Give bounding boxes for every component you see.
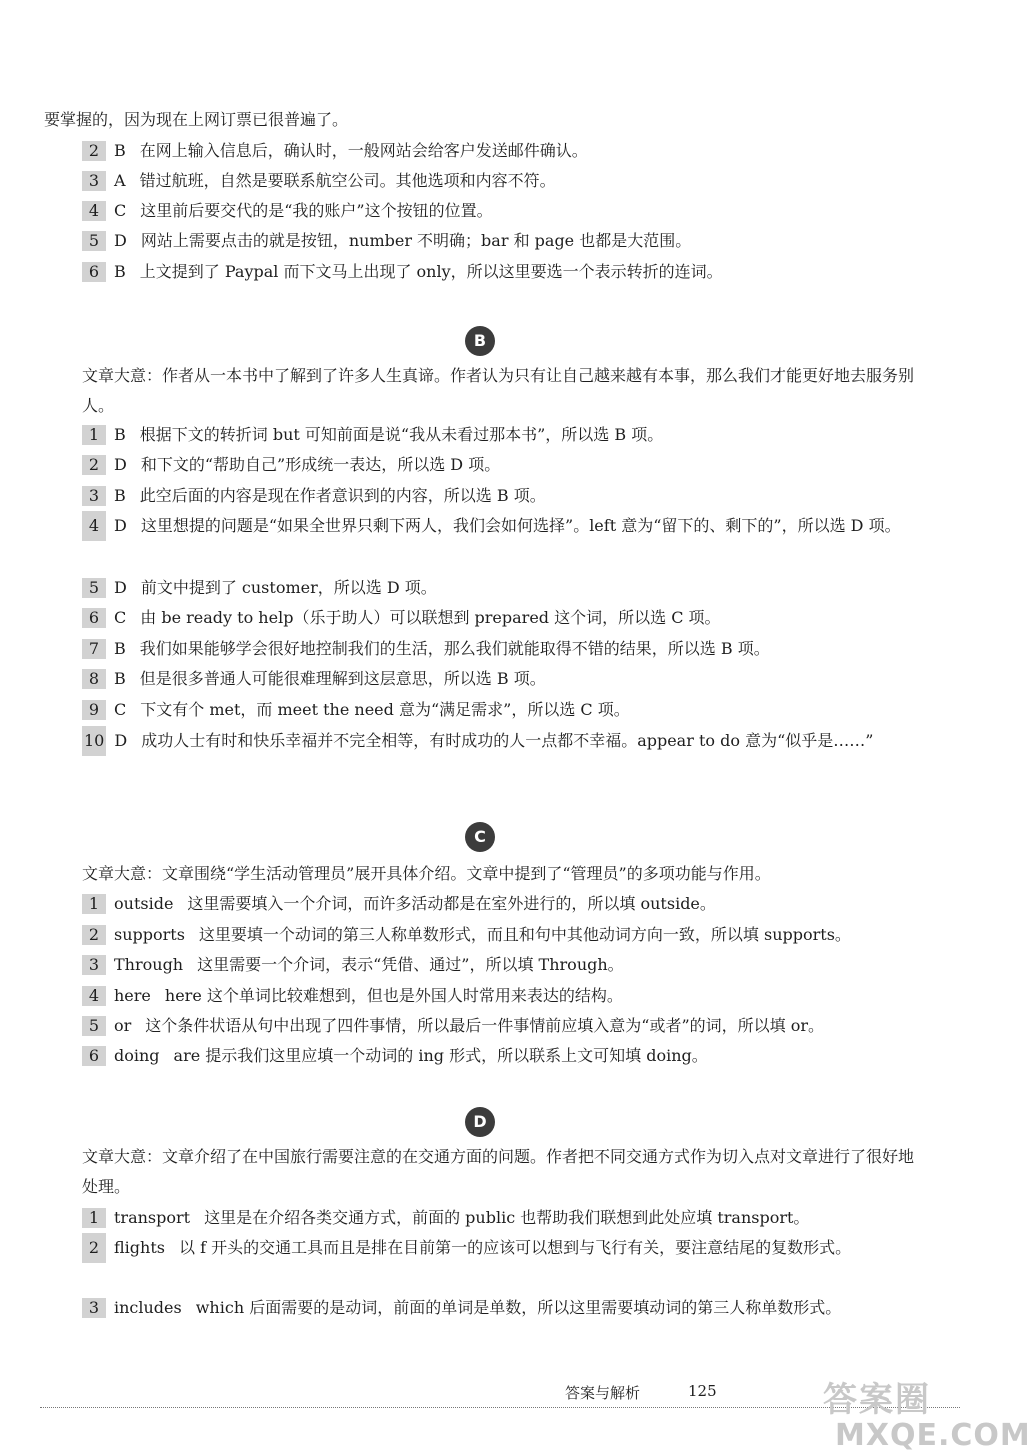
list-item [82, 231, 962, 251]
item-number: 4 [82, 511, 106, 541]
item-explanation: 这里是在介绍各类交通方式，前面的 public 也帮助我们联想到此处应填 transport。 [204, 1208, 810, 1227]
item-explanation: 这里需要一个介词，表示“凭借、通过”，所以填 Through。 [197, 955, 624, 974]
list-item [82, 669, 962, 689]
item-answer: here [114, 986, 151, 1005]
item-number: 1 [82, 894, 106, 914]
item-explanation: 这里前后要交代的是“我的账户”这个按钮的位置。 [140, 201, 493, 220]
item-answer: B [114, 639, 126, 658]
item-explanation: 此空后面的内容是现在作者意识到的内容，所以选 B 项。 [139, 486, 546, 505]
item-answer: B [114, 669, 126, 688]
item-explanation: 这个条件状语从句中出现了四件事情，所以最后一件事情前应填入意为“或者”的词，所以填 or。 [145, 1016, 825, 1035]
item-number: 3 [82, 1298, 106, 1318]
item-explanation: 下文有个 met，而 meet the need 意为“满足需求”，所以选 C 项。 [140, 700, 630, 719]
list-item [82, 1298, 962, 1318]
item-answer: or [114, 1016, 132, 1035]
item-explanation: 错过航班，自然是要联系航空公司。其他选项和内容不符。 [139, 171, 556, 190]
item-explanation: 成功人士有时和快乐幸福并不完全相等，有时成功的人一点都不幸福。appear to do 意为“似乎是……” [141, 731, 874, 750]
item-number: 4 [82, 201, 106, 221]
item-answer: includes [114, 1298, 182, 1317]
item-answer: flights [114, 1238, 165, 1257]
item-number: 3 [82, 955, 106, 975]
item-explanation: 上文提到了 Paypal 而下文马上出现了 only，所以这里要选一个表示转折的连词。 [139, 262, 723, 281]
list-item [82, 726, 917, 756]
item-answer: doing [114, 1046, 160, 1065]
item-answer: outside [114, 894, 174, 913]
item-number: 2 [82, 455, 106, 475]
list-item [82, 171, 962, 191]
section-badge-b: B [465, 326, 495, 356]
item-answer: B [114, 262, 126, 281]
footer-label: 答案与解析 [565, 1384, 641, 1402]
list-item [82, 1046, 962, 1066]
item-number: 9 [82, 700, 106, 720]
item-explanation: 这里需要填入一个介词，而许多活动都是在室外进行的，所以填 outside。 [187, 894, 716, 913]
item-answer: D [114, 578, 127, 597]
watermark-site: MXQE.COM [835, 1418, 1031, 1453]
item-number: 1 [82, 425, 106, 445]
item-number: 5 [82, 578, 106, 598]
item-number: 3 [82, 171, 106, 191]
item-answer: supports [114, 925, 185, 944]
list-item [82, 511, 917, 541]
item-explanation: 这里想提的问题是“如果全世界只剩下两人，我们会如何选择”。left 意为“留下的、剩下的”，所以选 D 项。 [140, 516, 901, 535]
watermark-logo: 答案圈 [823, 1380, 931, 1420]
item-explanation: which 后面需要的是动词，前面的单词是单数，所以这里需要填动词的第三人称单数形式。 [195, 1298, 842, 1317]
list-item [82, 486, 962, 506]
item-answer: D [114, 231, 127, 250]
section-badge-d: D [465, 1107, 495, 1137]
list-item [82, 455, 962, 475]
item-number: 2 [82, 141, 106, 161]
item-explanation: 根据下文的转折词 but 可知前面是说“我从未看过那本书”，所以选 B 项。 [139, 425, 664, 444]
item-explanation: 在网上输入信息后，确认时，一般网站会给客户发送邮件确认。 [139, 141, 588, 160]
section-summary: 文章大意：作者从一本书中了解到了许多人生真谛。作者认为只有让自己越来越有本事，那么我们才能更好地去服务别人。 [82, 366, 915, 415]
section-summary: 文章大意：文章围绕“学生活动管理员”展开具体介绍。文章中提到了“管理员”的多项功能与作用。 [82, 864, 771, 883]
list-item [82, 700, 962, 720]
item-answer: Through [114, 955, 184, 974]
intro-line: 要掌握的，因为现在上网订票已很普遍了。 [44, 110, 349, 129]
item-explanation: 这里要填一个动词的第三人称单数形式，而且和句中其他动词方向一致，所以填 supports。 [198, 925, 851, 944]
item-number: 5 [82, 231, 106, 251]
item-number: 6 [82, 608, 106, 628]
item-answer: A [114, 171, 126, 190]
item-number: 3 [82, 486, 106, 506]
list-item [82, 141, 962, 161]
item-explanation: 以 f 开头的交通工具而且是排在目前第一的应该可以想到与飞行有关，要注意结尾的复数形式。 [178, 1238, 852, 1257]
item-answer: D [114, 455, 127, 474]
item-explanation: 网站上需要点击的就是按钮，number 不明确；bar 和 page 也都是大范围。 [140, 231, 692, 250]
item-explanation: 由 be ready to help（乐于助人）可以联想到 prepared 这个词，所以选 C 项。 [140, 608, 721, 627]
list-item [82, 1016, 962, 1036]
item-number: 10 [82, 726, 106, 756]
item-number: 4 [82, 986, 106, 1006]
item-explanation: 我们如果能够学会很好地控制我们的生活，那么我们就能取得不错的结果，所以选 B 项。 [139, 639, 770, 658]
item-answer: B [114, 486, 126, 505]
list-item [82, 201, 962, 221]
section-badge-c: C [465, 822, 495, 852]
page-number: 125 [688, 1382, 717, 1400]
list-item [82, 986, 962, 1006]
item-answer: C [114, 201, 127, 220]
item-number: 1 [82, 1208, 106, 1228]
item-answer: D [114, 731, 128, 750]
item-number: 7 [82, 639, 106, 659]
list-item [82, 639, 962, 659]
item-answer: B [114, 141, 126, 160]
item-explanation: 和下文的“帮助自己”形成统一表达，所以选 D 项。 [140, 455, 501, 474]
item-answer: transport [114, 1208, 191, 1227]
item-number: 5 [82, 1016, 106, 1036]
item-explanation: 前文中提到了 customer，所以选 D 项。 [140, 578, 437, 597]
item-explanation: here 这个单词比较难想到，但也是外国人时常用来表达的结构。 [164, 986, 623, 1005]
item-number: 2 [82, 925, 106, 945]
section-summary: 文章大意：文章介绍了在中国旅行需要注意的在交通方面的问题。作者把不同交通方式作为切入点对文章进行了很好地处理。 [82, 1147, 915, 1196]
list-item [82, 925, 962, 945]
item-explanation: are 提示我们这里应填一个动词的 ing 形式，所以联系上文可知填 doing。 [173, 1046, 708, 1065]
item-number: 8 [82, 669, 106, 689]
item-answer: C [114, 608, 127, 627]
item-number: 2 [82, 1233, 106, 1263]
list-item [82, 262, 962, 282]
list-item [82, 425, 962, 445]
list-item [82, 608, 962, 628]
list-item [82, 1208, 962, 1228]
footer-divider [40, 1407, 960, 1408]
item-answer: B [114, 425, 126, 444]
list-item [82, 578, 962, 598]
item-answer: C [114, 700, 127, 719]
item-number: 6 [82, 262, 106, 282]
list-item [82, 1233, 917, 1263]
item-answer: D [114, 516, 127, 535]
item-explanation: 但是很多普通人可能很难理解到这层意思，所以选 B 项。 [139, 669, 546, 688]
list-item [82, 894, 962, 914]
item-number: 6 [82, 1046, 106, 1066]
list-item [82, 955, 962, 975]
